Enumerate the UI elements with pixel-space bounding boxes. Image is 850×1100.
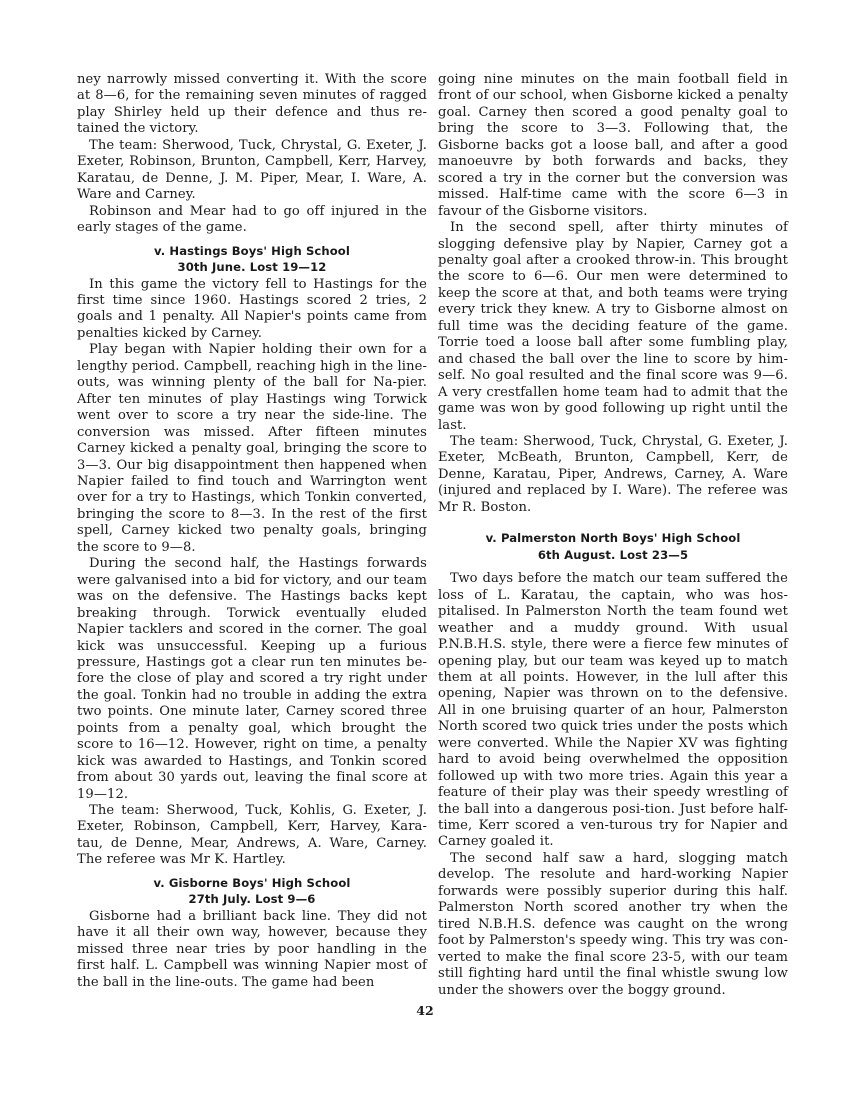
paragraph: The second half saw a hard, slogging match develop. The resolute and hard-working Napier forwards were possibly superior during this half. Palmerston North scored another try when the tired N.B.H.S. defence was caught on the wrong foot by Palmerston's speedy wing. This try was con-verted to make the final score 23-5, with our team still fighting hard until the final whistle swung low under the showers over the boggy ground.: [438, 850, 788, 998]
paragraph: During the second half, the Hastings forwards were galvanised into a bid for victory, and our team was on the defensive. The Hastings backs kept breaking through. Torwick eventually eluded Napier tacklers and scored in the corner. The goal kick was unsuccessful. Keeping up a furious pressure, Hastings got a clear run ten minutes be-fore the close of play and scored a try right under the goal. Tonkin had no trouble in adding the extra two points. One minute later, Carney scored three points from a penalty goal, which brought the score to 16—12. However, right on time, a penalty kick was awarded to Hastings, and Tonkin scored from about 30 yards out, leaving the final score at 19—12.: [77, 556, 427, 802]
section-heading-hastings: [77, 243, 427, 276]
heading-subtitle: 6th August. Lost 23—5: [537, 547, 689, 562]
heading-subtitle: 27th July. Lost 9—6: [188, 892, 316, 907]
team-list: The team: Sherwood, Tuck, Kohlis, G. Exeter, J. Exeter, Robinson, Campbell, Kerr, Harvey, Kara-tau, de Denne, Mear, Andrews, A. Ware, Carney. The referee was Mr K. Hartley.: [77, 803, 427, 868]
heading-title: v. Gisborne Boys' High School: [153, 875, 351, 890]
paragraph: Robinson and Mear had to go off injured in the early stages of the game.: [77, 203, 427, 236]
paragraph: Gisborne had a brilliant back line. They did not have it all their own way, however, because they missed three near tries by poor handling in the first half. L. Campbell was winning Napier most of the ball in the line-outs. The game had been: [77, 908, 427, 990]
paragraph: In the second spell, after thirty minutes of slogging defensive play by Napier, Carney got a penalty goal after a crooked throw-in. This brought the score to 6—6. Our men were determined to keep the score at that, and both teams were trying every trick they knew. A try to Gisborne almost on full time was the deciding feature of the game. Torrie toed a loose ball after some fumbling play, and chased the ball over the line to score by him-self. No goal resulted and the final score was 9—6. A very crestfallen home team had to admit that the game was won by good following up right until the last.: [438, 220, 788, 433]
team-list: The team: Sherwood, Tuck, Chrystal, G. Exeter, J. Exeter, Robinson, Brunton, Campbell, Kerr, Harvey, Karatau, de Denne, J. M. Piper, Mear, I. Ware, A. Ware and Carney.: [77, 137, 427, 203]
paragraph: going nine minutes on the main football field in front of our school, when Gisborne kicked a penalty goal. Carney then scored a good penalty goal to bring the score to 3—3. Following that, the Gisborne backs got a loose ball, and after a good manoeuvre by both forwards and backs, they scored a try in the corner but the conversion was missed. Half-time came with the score 6—3 in favour of the Gisborne visitors.: [438, 72, 788, 219]
right-column: [438, 72, 788, 999]
paragraph: ney narrowly missed converting it. With the score at 8—6, for the remaining seven minutes of ragged play Shirley held up their defence and thus re-tained the victory.: [77, 72, 427, 137]
heading-title: v. Hastings Boys' High School: [154, 243, 350, 258]
left-column: [77, 72, 427, 991]
section-heading-palmerston: [438, 530, 788, 563]
section-heading-gisborne: [77, 875, 427, 908]
heading-subtitle: 30th June. Lost 19—12: [177, 260, 327, 275]
heading-title: v. Palmerston North Boys' High School: [485, 531, 741, 546]
paragraph: In this game the victory fell to Hastings for the first time since 1960. Hastings scored 2 tries, 2 goals and 1 penalty. All Napier's points came from penalties kicked by Carney.: [77, 276, 427, 341]
page-number: 42: [416, 1003, 434, 1018]
paragraph: Two days before the match our team suffered the loss of L. Karatau, the captain, who was hos-pitalised. In Palmerston North the team found wet weather and a muddy ground. With usual P.N.B.H.S. style, there were a fierce few minutes of opening play, but our team was keyed up to match them at all points. However, in the lull after this opening, Napier was thrown on to the defensive. All in one bruising quarter of an hour, Palmerston North scored two quick tries under the posts which were converted. While the Napier XV was fighting hard to avoid being overwhelmed the opposition followed up with two more tries. Again this year a feature of their play was their speedy wrestling of the ball into a dangerous posi-tion. Just before half-time, Kerr scored a ven-turous try for Napier and Carney goaled it.: [438, 571, 788, 850]
team-list: The team: Sherwood, Tuck, Chrystal, G. Exeter, J. Exeter, McBeath, Brunton, Campbell, Kerr, de Denne, Karatau, Piper, Andrews, Carney, A. Ware (injured and replaced by I. Ware). The referee was Mr R. Boston.: [438, 433, 788, 515]
paragraph: Play began with Napier holding their own for a lengthy period. Campbell, reaching high in the line-outs, was winning plenty of the ball for Na-pier. After ten minutes of play Hastings wing Torwick went over to score a try near the side-line. The conversion was missed. After fifteen minutes Carney kicked a penalty goal, bringing the score to 3—3. Our big disappointment then happened when Napier failed to find touch and Warrington went over for a try to Hastings, which Tonkin converted, bringing the score to 8—3. In the rest of the first spell, Carney kicked two penalty goals, bringing the score to 9—8.: [77, 342, 427, 555]
